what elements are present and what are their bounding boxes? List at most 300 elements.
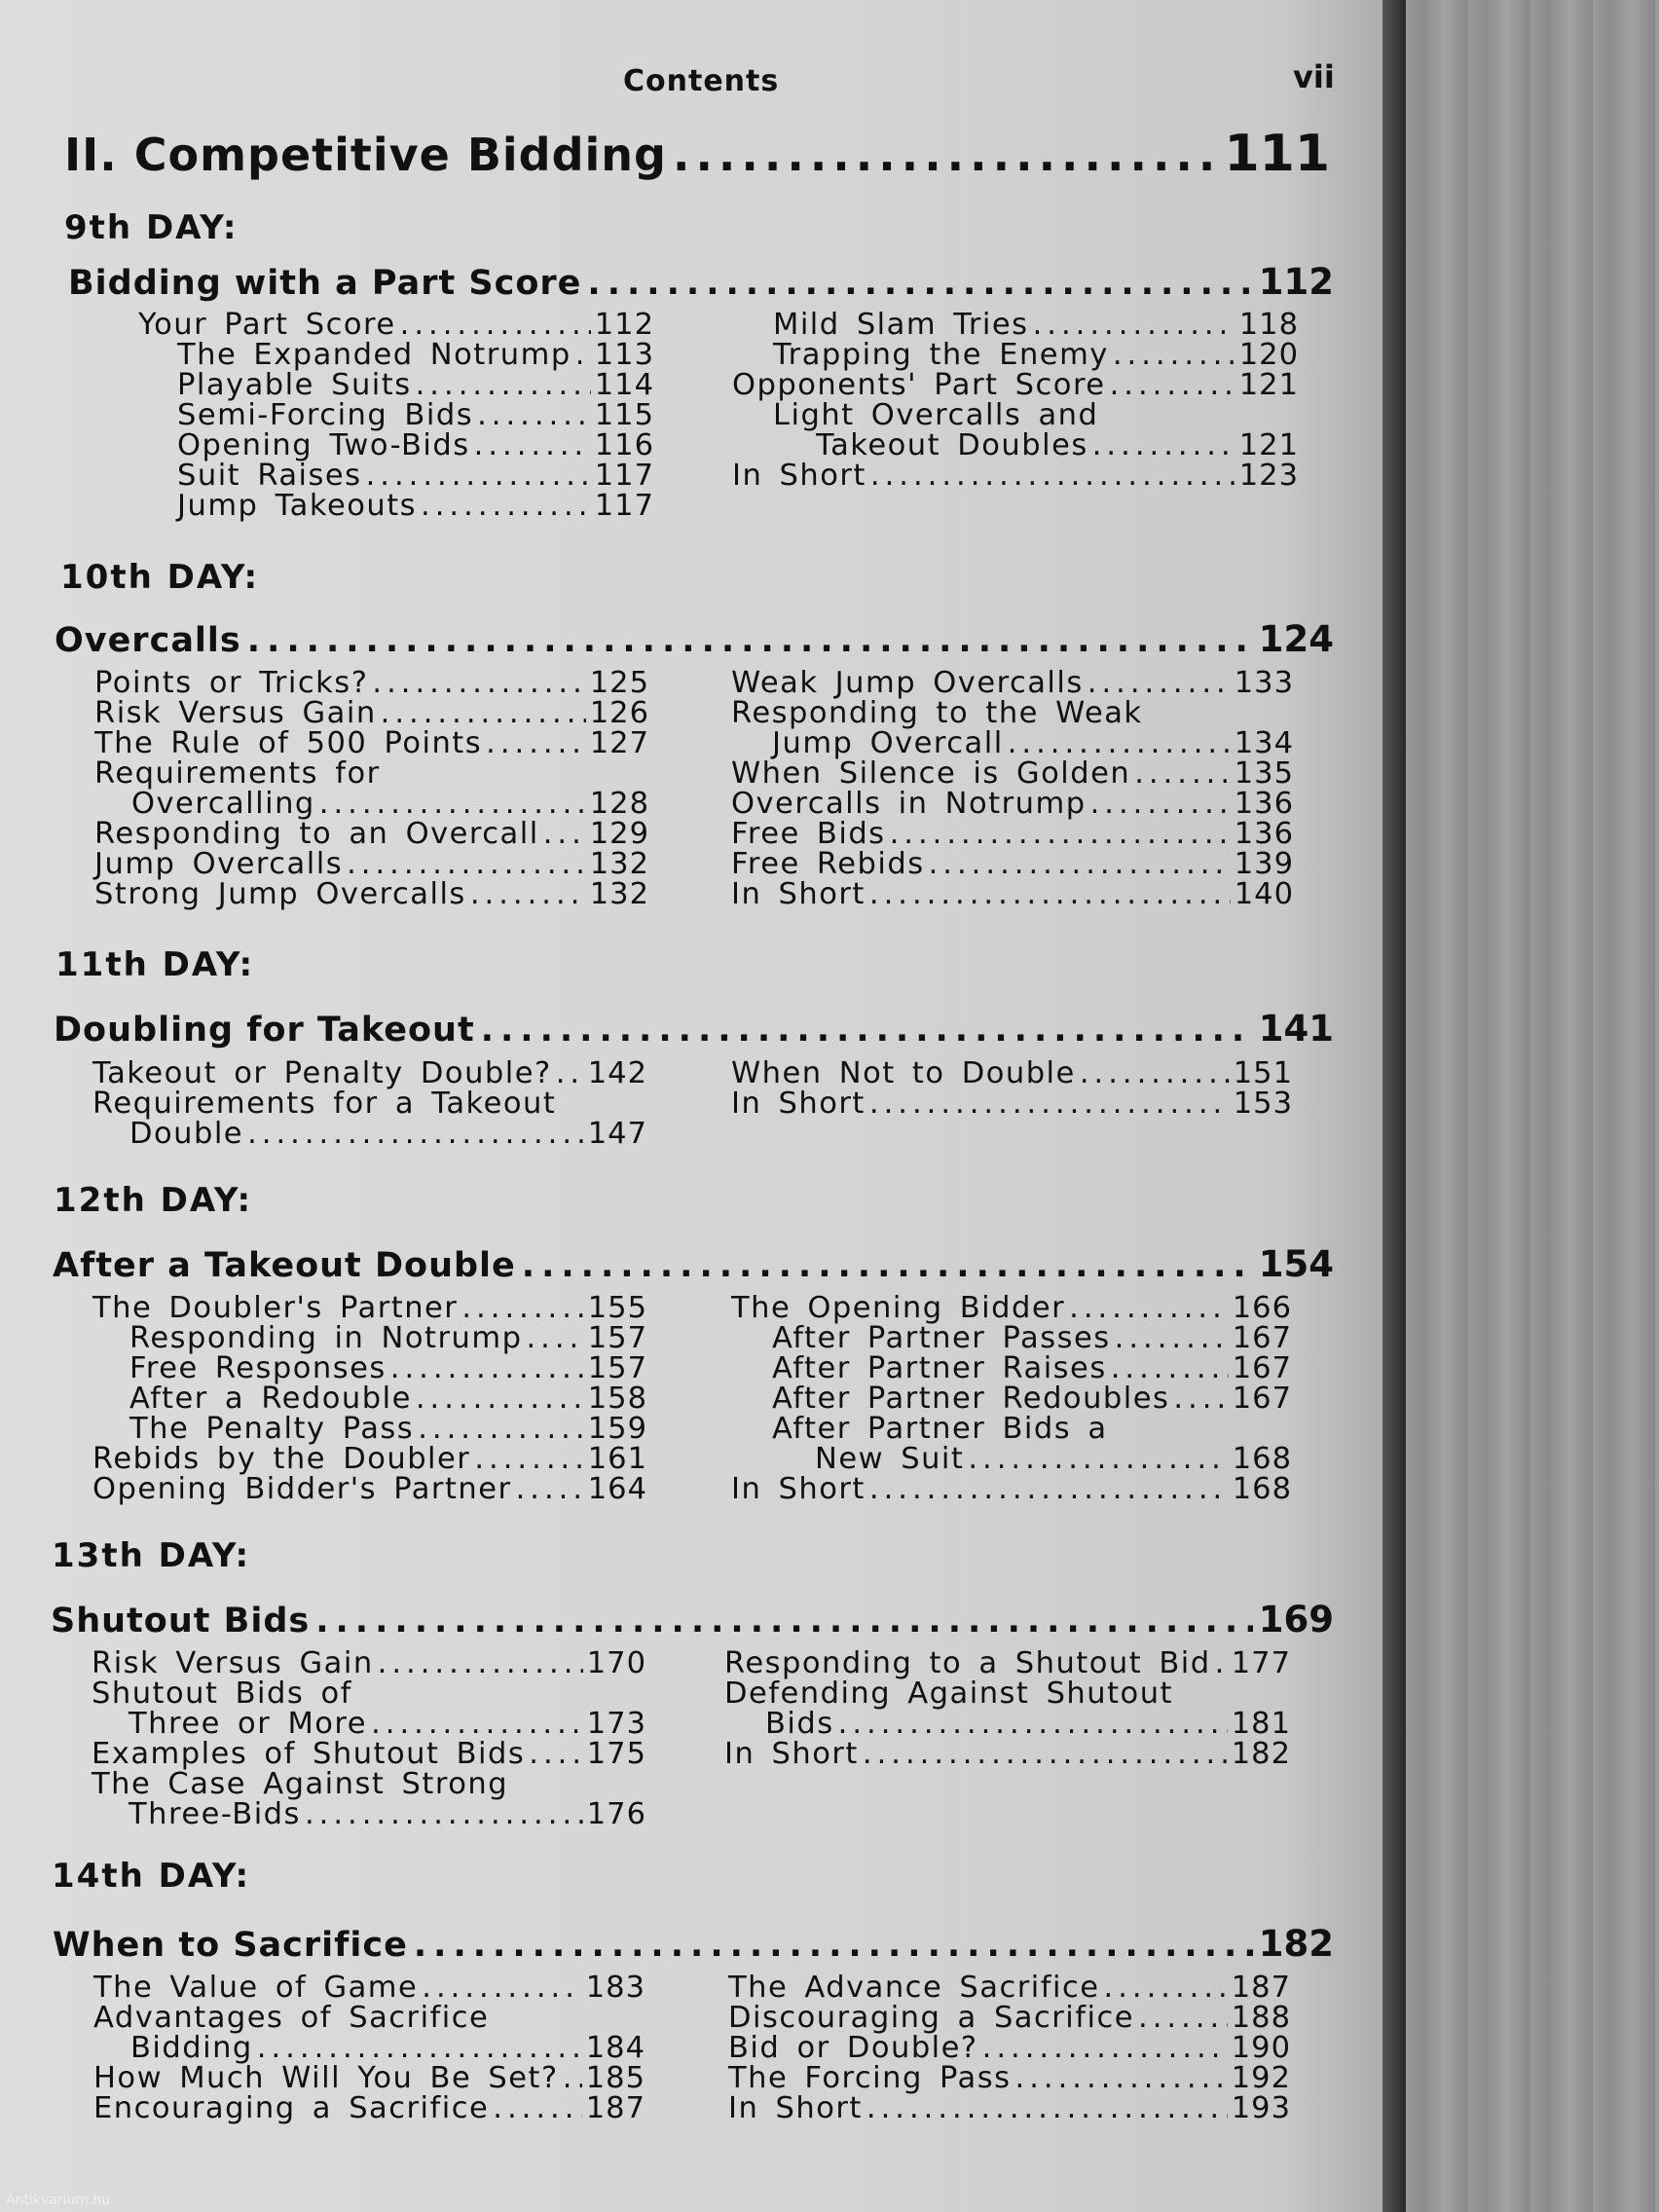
toc-entry (731, 1353, 1292, 1383)
dot-leader (416, 370, 591, 400)
toc-entry (93, 2003, 645, 2033)
toc-entry (92, 1353, 647, 1383)
toc-entry-label: Three-Bids (129, 1797, 301, 1831)
toc-entry-page: 121 (1238, 368, 1299, 402)
toc-entry-label: The Case Against Strong (92, 1767, 509, 1801)
dot-leader (319, 789, 586, 819)
dot-leader (587, 264, 1252, 303)
toc-entry-label: Double (129, 1117, 244, 1151)
toc-entry (92, 1678, 646, 1709)
toc-column-right (728, 1972, 1291, 2123)
toc-entry (732, 370, 1299, 400)
toc-entry-page: 118 (1238, 308, 1299, 342)
dot-leader (305, 1799, 583, 1829)
toc-entry-page: 147 (587, 1117, 647, 1151)
day-heading: 9th DAY: (64, 208, 239, 247)
toc-entry-page: 115 (594, 398, 654, 432)
dot-leader (516, 1474, 584, 1504)
dot-leader (416, 1383, 584, 1414)
dot-leader (869, 879, 1231, 909)
dot-leader (366, 461, 591, 491)
toc-column-left (92, 1648, 646, 1829)
toc-entry-page: 155 (587, 1291, 647, 1325)
toc-entry-page: 126 (589, 696, 649, 730)
toc-column-right (724, 1648, 1291, 1769)
dot-leader (422, 1972, 582, 2003)
toc-entry-page: 116 (594, 428, 654, 462)
toc-entry-page: 188 (1231, 2001, 1291, 2035)
chapter-page: 124 (1258, 618, 1334, 660)
dot-leader (982, 2033, 1228, 2063)
toc-entry-page: 134 (1234, 726, 1294, 760)
toc-entry-page: 193 (1231, 2091, 1291, 2125)
toc-entry (732, 340, 1299, 370)
toc-entry-page: 127 (589, 726, 649, 760)
chapter-title: After a Takeout Double (53, 1246, 516, 1285)
dot-leader (869, 1088, 1230, 1119)
toc-entry (92, 1293, 647, 1323)
toc-entry (101, 430, 654, 461)
chapter-title: When to Sacrifice (53, 1926, 408, 1965)
toc-entry-page: 142 (587, 1056, 647, 1090)
toc-entry-label: Jump Takeouts (177, 489, 418, 523)
dot-leader (563, 2063, 582, 2093)
toc-entry-page: 136 (1234, 817, 1294, 851)
dot-leader (378, 1648, 583, 1678)
toc-entry-label: In Short (732, 459, 866, 493)
toc-entry-page: 175 (586, 1737, 646, 1771)
toc-entry-page: 167 (1232, 1382, 1292, 1416)
toc-entry-label: Jump Overcalls (94, 847, 344, 881)
dot-leader (481, 1011, 1253, 1050)
chapter-page: 182 (1258, 1923, 1334, 1965)
dot-leader (474, 430, 591, 461)
toc-entry (93, 2093, 645, 2123)
dot-leader (474, 1444, 583, 1474)
toc-entry-label: Shutout Bids of (92, 1677, 352, 1711)
toc-entry (728, 2033, 1291, 2063)
toc-entry-label: After Partner Passes (772, 1321, 1111, 1355)
toc-entry-label: In Short (724, 1737, 859, 1771)
toc-entry-label: In Short (728, 2091, 863, 2125)
toc-entry-label: Jump Overcall (772, 726, 1004, 760)
toc-entry (101, 461, 654, 491)
toc-entry-label: The Value of Game (93, 1971, 419, 2005)
dot-leader (372, 668, 585, 698)
toc-entry (94, 698, 649, 728)
dot-leader (526, 1323, 583, 1353)
toc-entry-label: Semi-Forcing Bids (177, 398, 474, 432)
toc-entry (94, 728, 649, 758)
toc-entry-page: 117 (594, 459, 654, 493)
toc-entry-label: New Suit (815, 1442, 965, 1476)
toc-entry-label: Requirements for (94, 756, 381, 791)
toc-entry-page: 121 (1238, 428, 1299, 462)
toc-entry-label: Your Part Score (138, 308, 396, 342)
toc-entry-label: Responding to the Weak (731, 696, 1143, 730)
toc-entry-page: 136 (1234, 787, 1294, 821)
toc-column-right (732, 310, 1299, 491)
part-heading-label: II. Competitive Bidding (64, 129, 667, 181)
toc-entry-label: After a Redouble (129, 1382, 412, 1416)
toc-entry (92, 1769, 646, 1799)
toc-entry-label: After Partner Bids a (772, 1412, 1108, 1446)
toc-entry-page: 135 (1234, 756, 1294, 791)
dot-leader (866, 2093, 1228, 2123)
toc-entry-page: 167 (1232, 1321, 1292, 1355)
running-header-page-number: vii (1293, 58, 1335, 95)
toc-entry (731, 1088, 1293, 1119)
chapter-title: Bidding with a Part Score (68, 264, 582, 303)
toc-entry-page: 177 (1231, 1646, 1291, 1680)
toc-entry-page: 182 (1231, 1737, 1291, 1771)
dot-leader (400, 310, 591, 340)
dot-leader (1090, 789, 1231, 819)
toc-entry-label: Overcalling (131, 787, 315, 821)
toc-column-left (93, 1972, 645, 2123)
chapter-title: Doubling for Takeout (54, 1011, 475, 1050)
toc-entry (731, 1383, 1292, 1414)
day-heading: 10th DAY: (60, 558, 260, 597)
toc-entry (92, 1709, 646, 1739)
dot-leader (470, 879, 586, 909)
toc-entry-label: Bid or Double? (728, 2031, 978, 2065)
toc-entry-label: Responding in Notrump (129, 1321, 523, 1355)
dot-leader (418, 1414, 584, 1444)
dot-leader (1033, 310, 1235, 340)
toc-entry-page: 187 (1231, 1971, 1291, 2005)
toc-entry (101, 491, 654, 521)
dot-leader (1069, 1293, 1229, 1323)
chapter-page: 141 (1258, 1008, 1334, 1050)
chapter-title: Overcalls (55, 621, 241, 660)
toc-entry-page: 129 (589, 817, 649, 851)
toc-entry-label: Bids (765, 1707, 834, 1741)
toc-entry-label: The Rule of 500 Points (94, 726, 483, 760)
toc-entry (732, 310, 1299, 340)
day-heading: 14th DAY: (52, 1857, 251, 1896)
toc-entry-label: When Silence is Golden (731, 756, 1131, 791)
toc-column-left (92, 1293, 647, 1504)
dot-leader (1110, 370, 1235, 400)
toc-entry-label: Mild Slam Tries (773, 308, 1029, 342)
dot-leader (1088, 668, 1231, 698)
toc-entry-page: 153 (1233, 1087, 1293, 1121)
toc-entry (731, 1414, 1292, 1444)
toc-entry-label: Defending Against Shutout (724, 1677, 1173, 1711)
dot-leader (1111, 1353, 1229, 1383)
toc-entry-label: How Much Will You Be Set? (93, 2061, 559, 2095)
chapter-page: 169 (1258, 1599, 1334, 1641)
dot-leader (390, 1353, 584, 1383)
toc-entry-page: 181 (1231, 1707, 1291, 1741)
toc-entry-page: 157 (587, 1351, 647, 1385)
toc-entry-label: Takeout Doubles (816, 428, 1088, 462)
toc-entry-page: 133 (1234, 666, 1294, 700)
toc-entry (732, 461, 1299, 491)
toc-entry-page: 114 (594, 368, 654, 402)
dot-leader (870, 461, 1235, 491)
toc-entry-label: Risk Versus Gain (94, 696, 377, 730)
toc-entry-page: 159 (587, 1412, 647, 1446)
page-edge-shadow (1382, 0, 1406, 2212)
toc-entry (92, 1444, 647, 1474)
toc-entry (724, 1678, 1291, 1709)
toc-entry-label: Responding to a Shutout Bid (724, 1646, 1211, 1680)
toc-entry (724, 1709, 1291, 1739)
toc-entry-page: 187 (585, 2091, 645, 2125)
dot-leader (1104, 1972, 1228, 2003)
toc-entry (94, 849, 649, 879)
chapter-page: 112 (1258, 261, 1334, 303)
dot-leader (556, 1058, 584, 1088)
background-surface (1406, 0, 1659, 2212)
toc-entry (94, 758, 649, 789)
toc-entry (731, 728, 1294, 758)
chapter-heading (53, 1243, 1334, 1285)
toc-entry-page: 117 (594, 489, 654, 523)
toc-entry-page: 158 (587, 1382, 647, 1416)
dot-leader (522, 1246, 1253, 1285)
toc-entry (731, 1323, 1292, 1353)
dot-leader (1173, 1383, 1228, 1414)
toc-entry (731, 819, 1294, 849)
toc-entry (94, 789, 649, 819)
toc-entry-label: Free Rebids (731, 847, 925, 881)
toc-entry-page: 190 (1231, 2031, 1291, 2065)
toc-entry (732, 400, 1299, 430)
toc-entry-page: 132 (589, 847, 649, 881)
toc-entry-label: Requirements for a Takeout (92, 1087, 557, 1121)
toc-entry-page: 120 (1238, 338, 1299, 372)
toc-entry-page: 164 (587, 1472, 647, 1506)
watermark: Antikvarium.hu (6, 2193, 111, 2208)
toc-entry-label: Opening Two-Bids (177, 428, 470, 462)
toc-entry-page: 167 (1232, 1351, 1292, 1385)
toc-entry-label: The Forcing Pass (728, 2061, 1012, 2095)
dot-leader (968, 1444, 1228, 1474)
dot-leader (1115, 1323, 1229, 1353)
toc-entry-page: 184 (585, 2031, 645, 2065)
chapter-heading (51, 1599, 1334, 1641)
toc-entry-page: 161 (587, 1442, 647, 1476)
dot-leader (869, 1474, 1229, 1504)
dot-leader (347, 849, 586, 879)
toc-entry-label: Risk Versus Gain (92, 1646, 374, 1680)
toc-entry (93, 1972, 645, 2003)
toc-entry (728, 2063, 1291, 2093)
toc-entry (731, 668, 1294, 698)
toc-entry-label: Bidding (130, 2031, 253, 2065)
toc-entry (92, 1383, 647, 1414)
toc-entry-page: 185 (585, 2061, 645, 2095)
toc-entry (93, 2033, 645, 2063)
dot-leader (1113, 340, 1235, 370)
toc-entry-label: The Opening Bidder (731, 1291, 1066, 1325)
dot-leader (414, 1926, 1253, 1965)
toc-entry-label: Three or More (129, 1707, 368, 1741)
toc-entry (92, 1058, 647, 1088)
toc-entry (731, 1474, 1292, 1504)
toc-entry-page: 123 (1238, 459, 1299, 493)
dot-leader (247, 621, 1253, 660)
toc-entry (724, 1739, 1291, 1769)
chapter-title: Shutout Bids (51, 1602, 311, 1641)
dot-leader (421, 491, 591, 521)
toc-entry-page: 113 (594, 338, 654, 372)
toc-entry-label: After Partner Redoubles (772, 1382, 1170, 1416)
toc-entry (92, 1648, 646, 1678)
dot-leader (863, 1739, 1228, 1769)
chapter-heading (68, 261, 1334, 303)
toc-entry-label: After Partner Raises (772, 1351, 1107, 1385)
toc-entry-label: Points or Tricks? (94, 666, 369, 700)
toc-entry (101, 400, 654, 430)
toc-column-right (731, 1058, 1293, 1119)
toc-entry (728, 2003, 1291, 2033)
toc-column-right (731, 668, 1294, 909)
toc-entry-page: 170 (586, 1646, 646, 1680)
toc-entry-label: The Expanded Notrump (177, 338, 571, 372)
toc-entry-label: Advantages of Sacrifice (93, 2001, 490, 2035)
toc-entry-page: 140 (1234, 877, 1294, 911)
toc-entry-label: Strong Jump Overcalls (94, 877, 466, 911)
toc-entry-label: Rebids by the Doubler (92, 1442, 471, 1476)
part-heading (64, 125, 1330, 183)
dot-leader (486, 728, 586, 758)
toc-entry-label: Trapping the Enemy (773, 338, 1109, 372)
toc-entry (728, 2093, 1291, 2123)
dot-leader (493, 2093, 582, 2123)
toc-entry (92, 1323, 647, 1353)
dot-leader (247, 1119, 584, 1149)
toc-entry (101, 310, 654, 340)
toc-column-left (101, 310, 654, 521)
dot-leader (929, 849, 1231, 879)
toc-entry (731, 849, 1294, 879)
toc-entry-label: In Short (731, 1472, 866, 1506)
toc-entry-page: 173 (586, 1707, 646, 1741)
toc-entry (93, 2063, 645, 2093)
dot-leader (673, 129, 1218, 181)
dot-leader (381, 698, 586, 728)
toc-entry-page: 176 (586, 1797, 646, 1831)
toc-entry-page: 183 (585, 1971, 645, 2005)
toc-entry (731, 789, 1294, 819)
part-heading-page: 111 (1224, 125, 1330, 183)
toc-entry (731, 1293, 1292, 1323)
toc-entry (92, 1119, 647, 1149)
dot-leader (371, 1709, 583, 1739)
toc-entry (732, 430, 1299, 461)
toc-entry-label: Opening Bidder's Partner (92, 1472, 512, 1506)
toc-entry (724, 1648, 1291, 1678)
dot-leader (543, 819, 586, 849)
toc-entry-page: 125 (589, 666, 649, 700)
dot-leader (1080, 1058, 1230, 1088)
dot-leader (838, 1709, 1228, 1739)
toc-entry-page: 128 (589, 787, 649, 821)
dot-leader (461, 1293, 583, 1323)
dot-leader (529, 1739, 583, 1769)
toc-entry-label: Takeout or Penalty Double? (92, 1056, 552, 1090)
dot-leader (257, 2033, 582, 2063)
toc-entry (92, 1799, 646, 1829)
toc-entry (731, 698, 1294, 728)
toc-entry (101, 370, 654, 400)
toc-entry-page: 112 (594, 308, 654, 342)
toc-entry-label: Examples of Shutout Bids (92, 1737, 526, 1771)
toc-entry (92, 1739, 646, 1769)
toc-entry-label: In Short (731, 877, 866, 911)
toc-entry-page: 168 (1232, 1442, 1292, 1476)
toc-column-left (94, 668, 649, 909)
day-heading: 12th DAY: (54, 1181, 253, 1220)
toc-column-right (731, 1293, 1292, 1504)
toc-entry-label: Encouraging a Sacrifice (93, 2091, 490, 2125)
toc-entry (92, 1414, 647, 1444)
toc-entry-label: Free Responses (129, 1351, 387, 1385)
day-heading: 11th DAY: (55, 945, 255, 984)
toc-entry-page: 168 (1232, 1472, 1292, 1506)
toc-entry (92, 1474, 647, 1504)
toc-column-left (92, 1058, 647, 1149)
dot-leader (315, 1602, 1253, 1641)
running-header-title: Contents (623, 64, 780, 98)
dot-leader (477, 400, 591, 430)
toc-entry-label: Light Overcalls and (773, 398, 1099, 432)
toc-entry-label: Opponents' Part Score (732, 368, 1106, 402)
dot-leader (1134, 758, 1231, 789)
toc-entry (731, 1444, 1292, 1474)
dot-leader (1092, 430, 1235, 461)
toc-entry-label: Suit Raises (177, 459, 362, 493)
toc-entry-label: When Not to Double (731, 1056, 1076, 1090)
toc-entry (94, 819, 649, 849)
toc-entry (731, 879, 1294, 909)
toc-entry (731, 758, 1294, 789)
toc-entry-label: Free Bids (731, 817, 886, 851)
toc-entry (101, 340, 654, 370)
dot-leader (575, 340, 591, 370)
toc-entry-label: The Advance Sacrifice (728, 1971, 1100, 2005)
chapter-page: 154 (1258, 1243, 1334, 1285)
toc-entry-label: Weak Jump Overcalls (731, 666, 1084, 700)
dot-leader (1215, 1648, 1228, 1678)
toc-entry-label: The Doubler's Partner (92, 1291, 459, 1325)
dot-leader (1138, 2003, 1228, 2033)
toc-entry-page: 132 (589, 877, 649, 911)
toc-entry (92, 1088, 647, 1119)
toc-entry-page: 151 (1233, 1056, 1293, 1090)
toc-entry-page: 139 (1234, 847, 1294, 881)
dot-leader (1008, 728, 1231, 758)
toc-entry-label: The Penalty Pass (129, 1412, 415, 1446)
toc-entry-page: 166 (1232, 1291, 1292, 1325)
chapter-heading (55, 618, 1334, 660)
toc-entry-label: In Short (731, 1087, 866, 1121)
toc-entry-page: 192 (1231, 2061, 1291, 2095)
day-heading: 13th DAY: (52, 1536, 251, 1575)
toc-entry (94, 879, 649, 909)
toc-entry (731, 1058, 1293, 1088)
toc-entry-label: Responding to an Overcall (94, 817, 539, 851)
toc-entry (94, 668, 649, 698)
toc-entry-label: Playable Suits (177, 368, 412, 402)
chapter-heading (54, 1008, 1334, 1050)
dot-leader (1015, 2063, 1228, 2093)
toc-entry-page: 157 (587, 1321, 647, 1355)
